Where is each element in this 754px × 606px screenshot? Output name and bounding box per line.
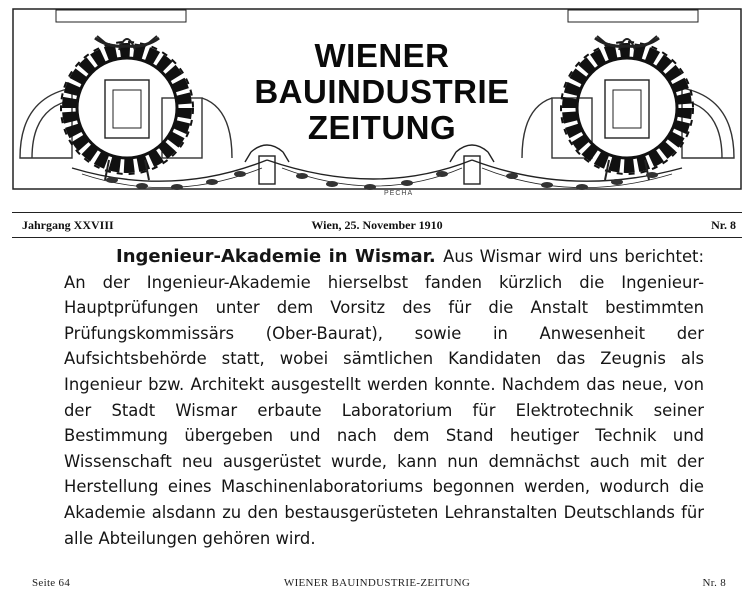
footer-publication: WIENER BAUINDUSTRIE-ZEITUNG [283, 577, 471, 589]
title-line-1: WIENER [314, 37, 450, 74]
issue-number: Nr. 8 [711, 218, 736, 232]
title-line-2: BAUINDUSTRIE [254, 73, 510, 110]
masthead-title [212, 38, 552, 146]
issue-date: Wien, 25. November 1910 [311, 218, 443, 232]
bow-vessel-right-icon [450, 145, 494, 184]
garland-ornament [72, 160, 682, 190]
article-title: Ingenieur-Akademie in Wismar. [116, 246, 444, 267]
artist-signature: PECHA [384, 190, 414, 197]
footer-issue-number: Nr. 8 [702, 577, 726, 589]
page-number: Seite 64 [32, 577, 71, 589]
article-body: Aus Wismar wird uns berichtet: An der Ingenieur-Akademie hierselbst fanden kürzlich die Ingenieur-Hauptprüfungen unter dem Vorsitz des für die Anstalt bestimmten Prüfungskommissärs (Ober-Baurat), sowie in Anwesenheit der Aufsichtsbehörde statt, wobei sämtlichen Kandidaten das Zeugnis als Ingenieur bzw. Architekt ausgestellt werden konnte. Nachdem das neue, von der Stadt Wismar erbaute Laboratorium für Elektrotechnik seiner Bestimmung übergeben und nach dem Stand heutiger Technik und Wissenschaft neu ausgerüstet wurde, kann nun demnächst auch mit der Herstellung eines Maschinenlaboratoriums begonnen werden, wodurch die Akademie alsdann zu den bestausgerüsteten Lehranstalten Deutschlands für alle Abteilungen gehören wird. [64, 247, 704, 548]
page-footer [12, 577, 742, 593]
issue-info-bar [12, 212, 742, 238]
volume-label: Jahrgang XXVIII [22, 218, 114, 232]
article [64, 244, 704, 551]
title-line-3: ZEITUNG [307, 109, 457, 146]
masthead [12, 8, 742, 198]
